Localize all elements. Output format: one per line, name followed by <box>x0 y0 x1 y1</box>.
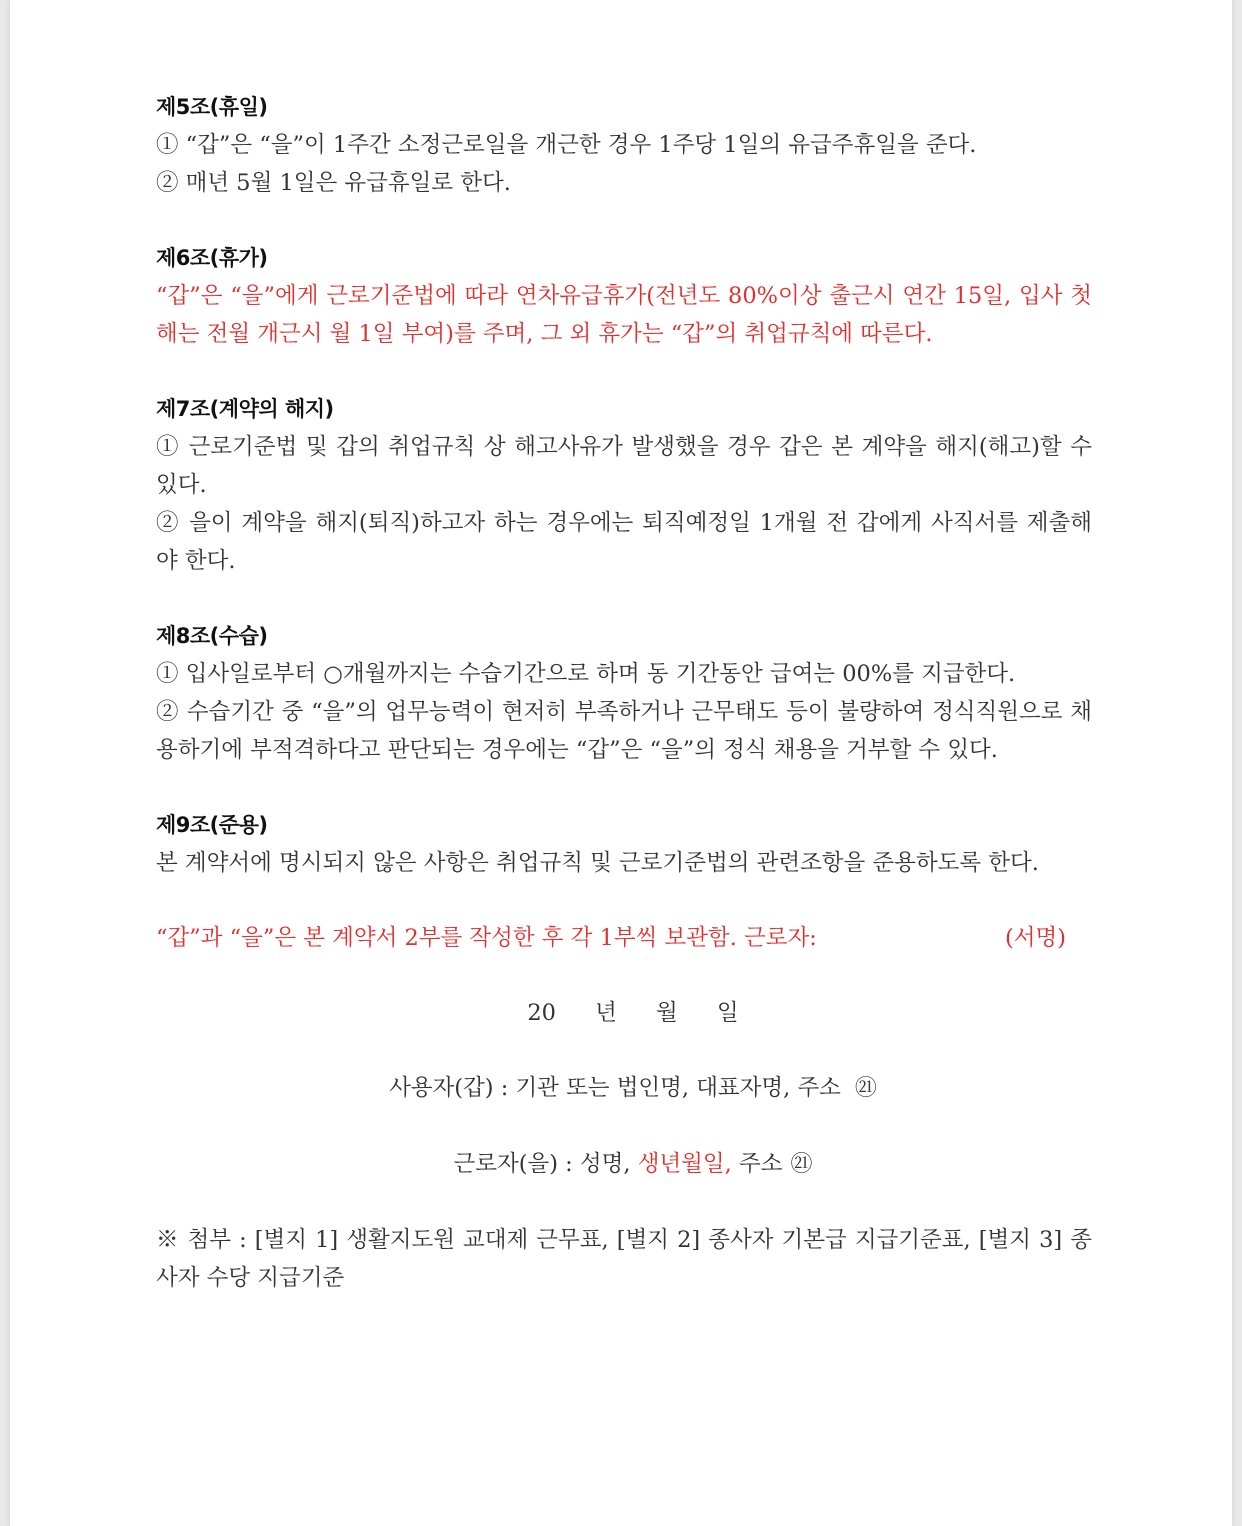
seal-icon: ㉑ <box>790 1152 813 1177</box>
article-paragraph: ② 매년 5월 1일은 유급휴일로 한다. <box>156 170 511 196</box>
article-paragraph: ② 수습기간 중 “을”의 업무능력이 현저히 부족하거나 근무태도 등이 불량하여 정식직원으로 채용하기에 부적격하다고 판단되는 경우에는 “갑”은 “을”의 정식 채용을 거부할 수 있다. <box>156 699 1092 763</box>
date-line: 20 년 월 일 <box>527 1000 739 1026</box>
article-heading: 제9조(준용) <box>156 813 268 837</box>
article-paragraph: ① 입사일로부터 ○개월까지는 수습기간으로 하며 동 기간동안 급여는 00%를 지급한다. <box>156 661 1016 687</box>
worker-label-birthdate: 생년월일, <box>637 1151 732 1177</box>
article-heading: 제5조(휴일) <box>156 95 268 119</box>
article-paragraph: ① 근로기준법 및 갑의 취업규칙 상 해고사유가 발생했을 경우 갑은 본 계약을 해지(해고)할 수 있다. <box>156 434 1092 498</box>
attachment-note: ※ 첨부 : [별지 1] 생활지도원 교대제 근무표, [별지 2] 종사자 기본급 지급기준표, [별지 3] 종사자 수당 지급기준 <box>156 1227 1092 1291</box>
article-heading: 제7조(계약의 해지) <box>156 397 334 421</box>
closing-text: “갑”과 “을”은 본 계약서 2부를 작성한 후 각 1부씩 보관함. 근로자: <box>156 925 817 951</box>
seal-icon: ㉑ <box>854 1076 877 1101</box>
article-6 <box>156 239 1092 353</box>
article-5 <box>156 88 1092 202</box>
document-page <box>10 0 1232 1526</box>
employer-label: 사용자(갑) : 기관 또는 법인명, 대표자명, 주소 <box>389 1075 841 1101</box>
article-8 <box>156 617 1092 769</box>
closing-signature-line <box>156 919 1092 957</box>
article-paragraph: ② 을이 계약을 해지(퇴직)하고자 하는 경우에는 퇴직예정일 1개월 전 갑에게 사직서를 제출해야 한다. <box>156 510 1092 574</box>
employer-signature <box>156 1069 1092 1108</box>
worker-label-prefix: 근로자(을) : 성명, <box>453 1151 631 1177</box>
article-heading: 제8조(수습) <box>156 624 268 648</box>
article-9 <box>156 806 1092 882</box>
article-7 <box>156 390 1092 580</box>
article-paragraph: 본 계약서에 명시되지 않은 사항은 취업규칙 및 근로기준법의 관련조항을 준용하도록 한다. <box>156 850 1039 876</box>
article-heading: 제6조(휴가) <box>156 246 268 270</box>
article-paragraph-highlighted: “갑”은 “을”에게 근로기준법에 따라 연차유급휴가(전년도 80%이상 출근시 연간 15일, 입사 첫해는 전월 개근시 월 1일 부여)를 주며, 그 외 휴가는 “갑”의 취업규칙에 따른다. <box>156 283 1092 347</box>
worker-signature <box>156 1145 1092 1184</box>
article-paragraph: ① “갑”은 “을”이 1주간 소정근로일을 개근한 경우 1주당 1일의 유급주휴일을 준다. <box>156 132 977 158</box>
contract-body <box>156 88 1092 1297</box>
signature-label: (서명) <box>1004 925 1066 951</box>
worker-label-suffix: 주소 <box>738 1151 783 1177</box>
